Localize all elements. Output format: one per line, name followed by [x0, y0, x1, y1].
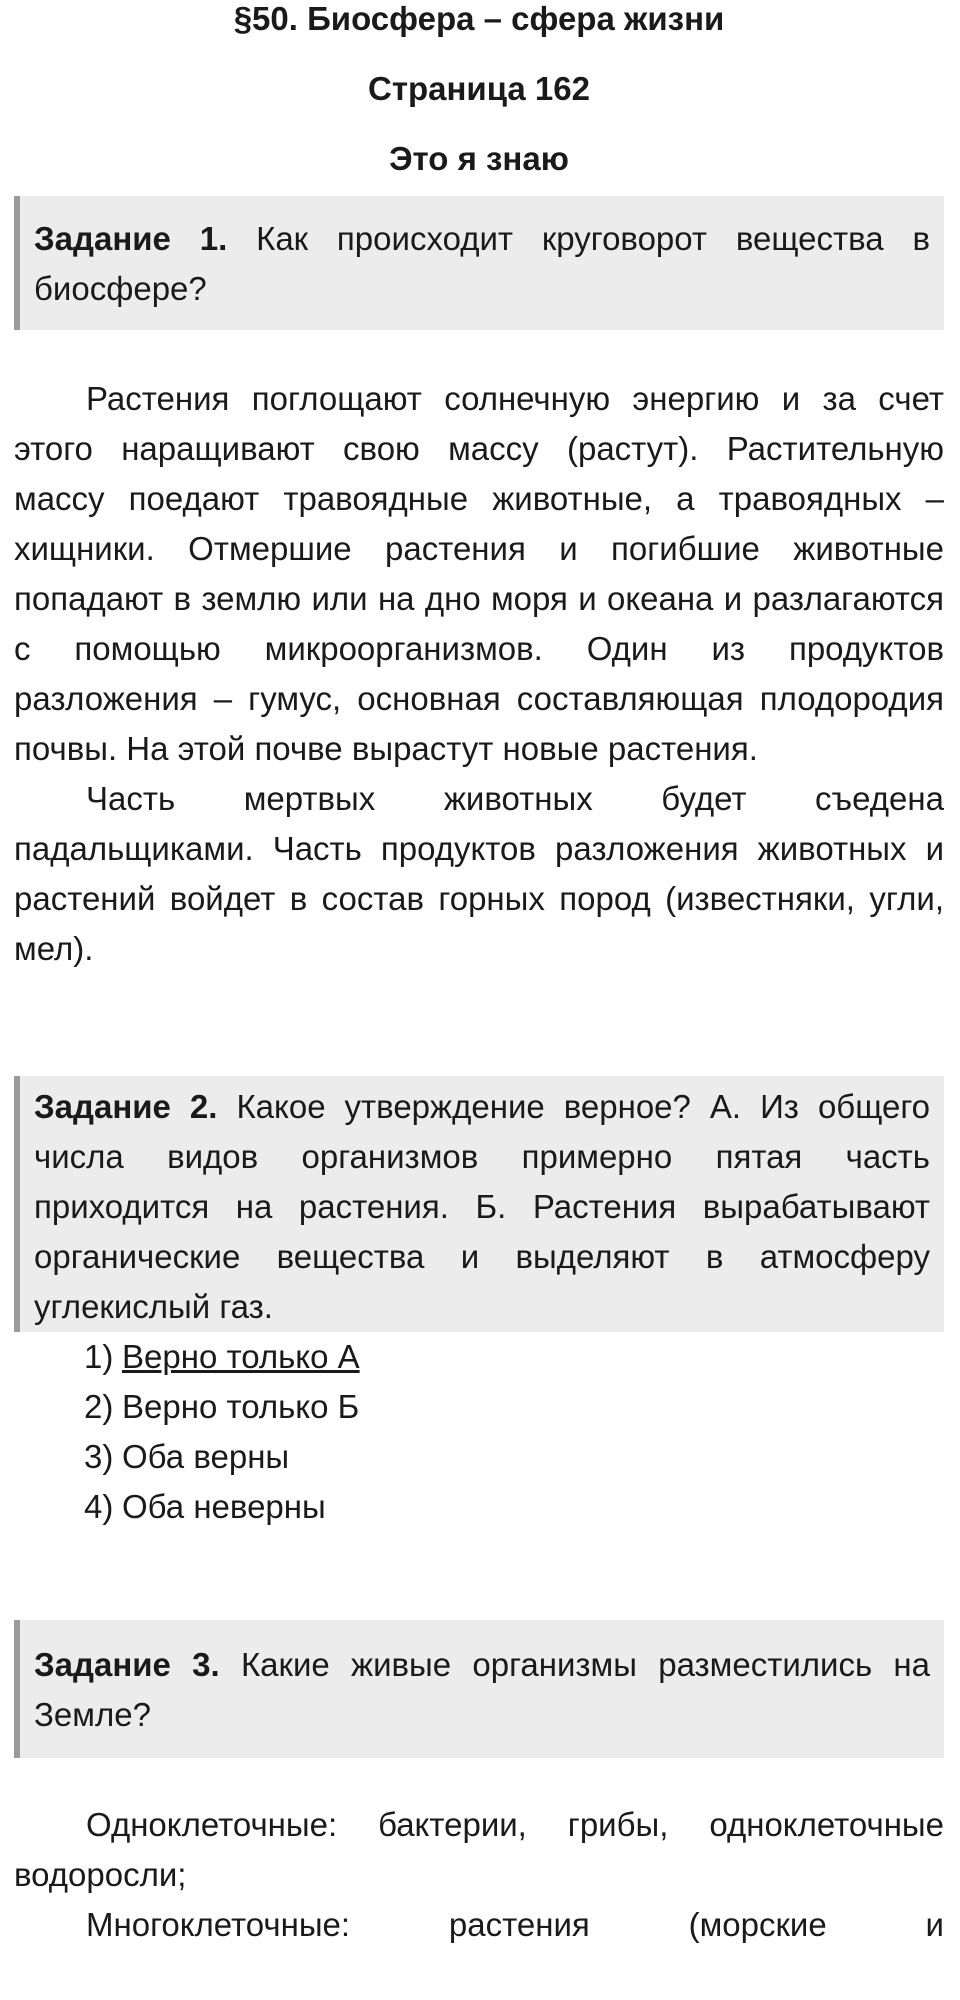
task-3-answer: [14, 1800, 944, 1950]
task-2-options: [14, 1332, 944, 1532]
option-4[interactable]: [84, 1482, 944, 1532]
task-2-question: Какое утверждение верное? А. Из общего числа видов организмов примерно пятая часть приходится на растения. Б. Растения вырабатывают органические вещества и выделяют в атмосферу углекислый газ.: [34, 1088, 930, 1325]
task-3-question: Какие живые организмы разместились на Земле?: [34, 1646, 930, 1733]
task-2-box: [14, 1076, 944, 1332]
task-1-answer-paragraph: Часть мертвых животных будет съедена падальщиками. Часть продуктов разложения животных и растений войдет в состав горных пород (известняки, угли, мел).: [14, 780, 944, 967]
option-text-selected: Верно только А: [122, 1338, 360, 1375]
task-3-box: [14, 1620, 944, 1758]
task-1-question: Как происходит круговорот вещества в биосфере?: [34, 220, 930, 307]
option-text: Оба неверны: [122, 1488, 326, 1525]
task-2-label: Задание 2.: [34, 1088, 218, 1125]
option-text: Оба верны: [122, 1438, 290, 1475]
option-number: 3): [84, 1438, 114, 1475]
task-1-answer-paragraph: Растения поглощают солнечную энергию и за счет этого наращивают свою массу (растут). Растительную массу поедают травоядные животные, а травоядных – хищники. Отмершие растения и погибшие животные попадают в землю или на дно моря и океана и разлагаются с помощью микроорганизмов. Один из продуктов разложения – гумус, основная составляющая плодородия почвы. На этой почве вырастут новые растения.: [14, 380, 944, 767]
task-3-answer-paragraph: Одноклеточные: бактерии, грибы, одноклеточные водоросли;: [14, 1806, 944, 1893]
task-1-answer: [14, 374, 944, 974]
page-number-heading: Страница 162: [368, 70, 590, 107]
option-1[interactable]: [84, 1332, 944, 1382]
option-2[interactable]: [84, 1382, 944, 1432]
task-1-label: Задание 1.: [34, 220, 228, 257]
option-text: Верно только Б: [122, 1388, 360, 1425]
option-number: 1): [84, 1338, 114, 1375]
task-3-answer-paragraph: Многоклеточные: растения (морские и: [86, 1906, 944, 1943]
section-heading: Это я знаю: [389, 140, 569, 177]
task-3-label: Задание 3.: [34, 1646, 220, 1683]
option-number: 2): [84, 1388, 114, 1425]
option-3[interactable]: [84, 1432, 944, 1482]
task-1-box: [14, 196, 944, 330]
option-number: 4): [84, 1488, 114, 1525]
document-title: §50. Биосфера – сфера жизни: [233, 0, 725, 37]
